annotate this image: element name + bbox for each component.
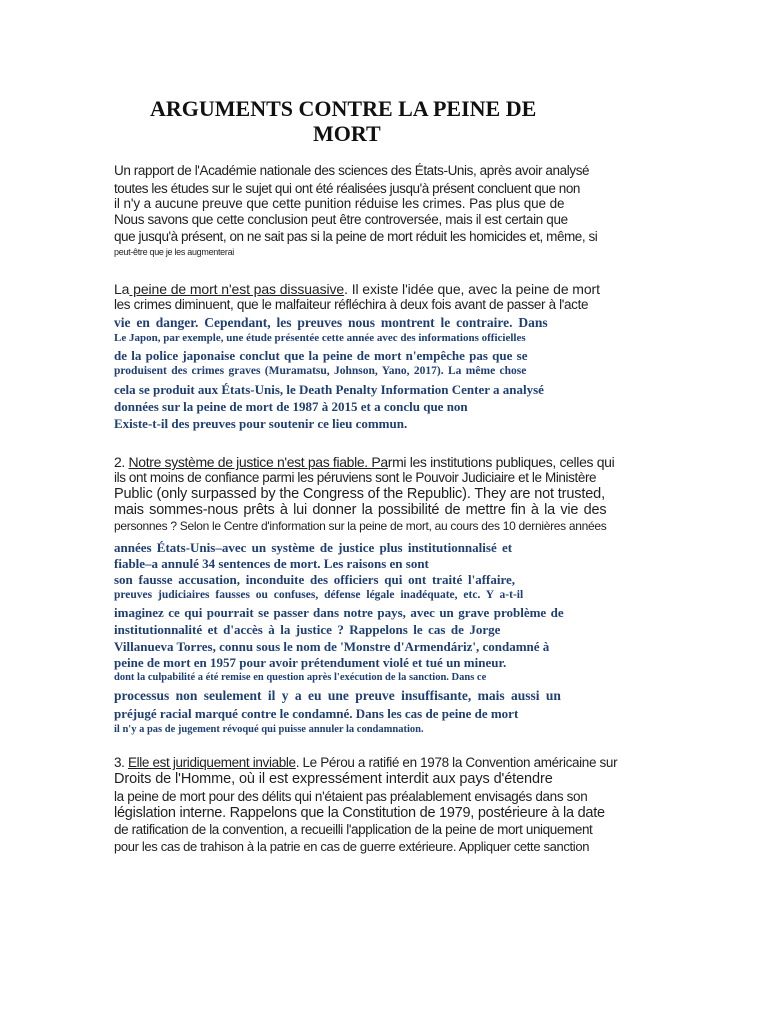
section2-line: personnes ? Selon le Centre d'information sur la peine de mort, au cours des 10 dernières années [114, 519, 607, 533]
section2-line: dont la culpabilité a été remise en question après l'exécution de la sanction. Dans ce [114, 672, 487, 683]
intro-line: que jusqu'à présent, on ne sait pas si la peine de mort réduit les homicides et, même, si [114, 229, 598, 244]
section1-line: vie en danger. Cependant, les preuves nous montrent le contraire. Dans [114, 315, 548, 330]
intro-line: Un rapport de l'Académie nationale des sciences des États-Unis, après avoir analysé [114, 163, 590, 178]
section1-line: Le Japon, par exemple, une étude présentée cette année avec des informations officielles [114, 332, 526, 344]
section2-line: Villanueva Torres, connu sous le nom de 'Monstre d'Armendáriz', condamné à [114, 639, 550, 654]
section3-prefix: 3. [114, 755, 128, 770]
section2-line: il n'y a pas de jugement révoqué qui puisse annuler la condamnation. [114, 724, 424, 735]
section1-line: Existe-t-il des preuves pour soutenir ce lieu commun. [114, 416, 408, 431]
section1-line: produisent des crimes graves (Muramatsu, Johnson, Yano, 2017). La même chose [114, 365, 527, 377]
section2-line: fiable–a annulé 34 sentences de mort. Les raisons en sont [114, 556, 429, 571]
section2-line: Public (only surpassed by the Congress of the Republic). They are not trusted, [114, 486, 605, 502]
section2-prefix: 2. [114, 454, 129, 470]
section2-line: processus non seulement il y a eu une preuve insuffisante, mais aussi un [114, 688, 561, 703]
section2-line: institutionnalité et d'accès à la justice ? Rappelons le cas de Jorge [114, 622, 501, 637]
section2-line: ils ont moins de confiance parmi les péruviens sont le Pouvoir Judiciaire et le Ministère [114, 470, 597, 485]
section3-heading: Elle est juridiquement inviable [127, 755, 296, 770]
section2-line: années États-Unis–avec un système de justice plus institutionnalisé et [114, 540, 513, 555]
section3-line: Droits de l'Homme, où il est expressément interdit aux pays d'étendre [114, 771, 553, 787]
section2-heading-rest: rmi les institutions publiques, celles qui [387, 454, 615, 470]
section1-prefix: La [114, 281, 130, 297]
section3-line: la peine de mort pour des délits qui n'étaient pas préalablement envisagés dans son [114, 789, 588, 804]
section1-line: de la police japonaise conclut que la peine de mort n'empêche pas que se [114, 348, 528, 363]
section3-line: de ratification de la convention, a recueilli l'application de la peine de mort uniquement [114, 822, 593, 837]
section1-line: données sur la peine de mort de 1987 à 2015 et a conclu que non [114, 399, 468, 414]
section2-line: son fausse accusation, inconduite des officiers qui ont traité l'affaire, [114, 572, 516, 587]
section1-line: les crimes diminuent, que le malfaiteur réfléchira à deux fois avant de passer à l'acte [114, 297, 589, 312]
title-line-1: ARGUMENTS CONTRE LA PEINE DE [150, 96, 537, 121]
section2-line: préjugé racial marqué contre le condamné. Dans les cas de peine de mort [114, 706, 519, 721]
intro-line: Nous savons que cette conclusion peut être controversée, mais il est certain que [114, 212, 568, 227]
section3-heading-rest: . Le Pérou a ratifié en 1978 la Convention américaine sur [295, 755, 618, 770]
section3-line: législation interne. Rappelons que la Constitution de 1979, postérieure à la date [114, 805, 605, 821]
section1-heading-rest: . Il existe l'idée que, avec la peine de mort [344, 281, 600, 297]
section2-line: peine de mort en 1957 pour avoir prétendument violé et tué un mineur. [114, 655, 507, 670]
section2-line: imaginez ce qui pourrait se passer dans notre pays, avec un grave problème de [114, 605, 564, 620]
section1-heading-line [114, 281, 600, 297]
section2-heading-line [114, 454, 614, 470]
section1-line: cela se produit aux États-Unis, le Death Penalty Information Center a analysé [114, 382, 544, 397]
intro-line: il n'y a aucune preuve que cette punition réduise les crimes. Pas plus que de [114, 196, 565, 211]
section3-line: pour les cas de trahison à la patrie en cas de guerre extérieure. Appliquer cette sanction [114, 839, 590, 854]
section3-heading-line [114, 755, 617, 770]
section2-line: mais sommes-nous prêts à lui donner la possibilité de mettre fin à la vie des [114, 502, 607, 518]
section1-heading: peine de mort n'est pas dissuasive [129, 281, 345, 297]
section2-line: preuves judiciaires fausses ou confuses, défense légale inadéquate, etc. Y a-t-il [114, 589, 524, 601]
title-line-2: MORT [313, 121, 381, 146]
section2-heading: Notre système de justice n'est pas fiable. Pa [128, 454, 388, 470]
intro-small-line: peut-être que je les augmenterai [114, 247, 234, 257]
intro-line: toutes les études sur le sujet qui ont été réalisées jusqu'à présent concluent que non [114, 181, 580, 196]
